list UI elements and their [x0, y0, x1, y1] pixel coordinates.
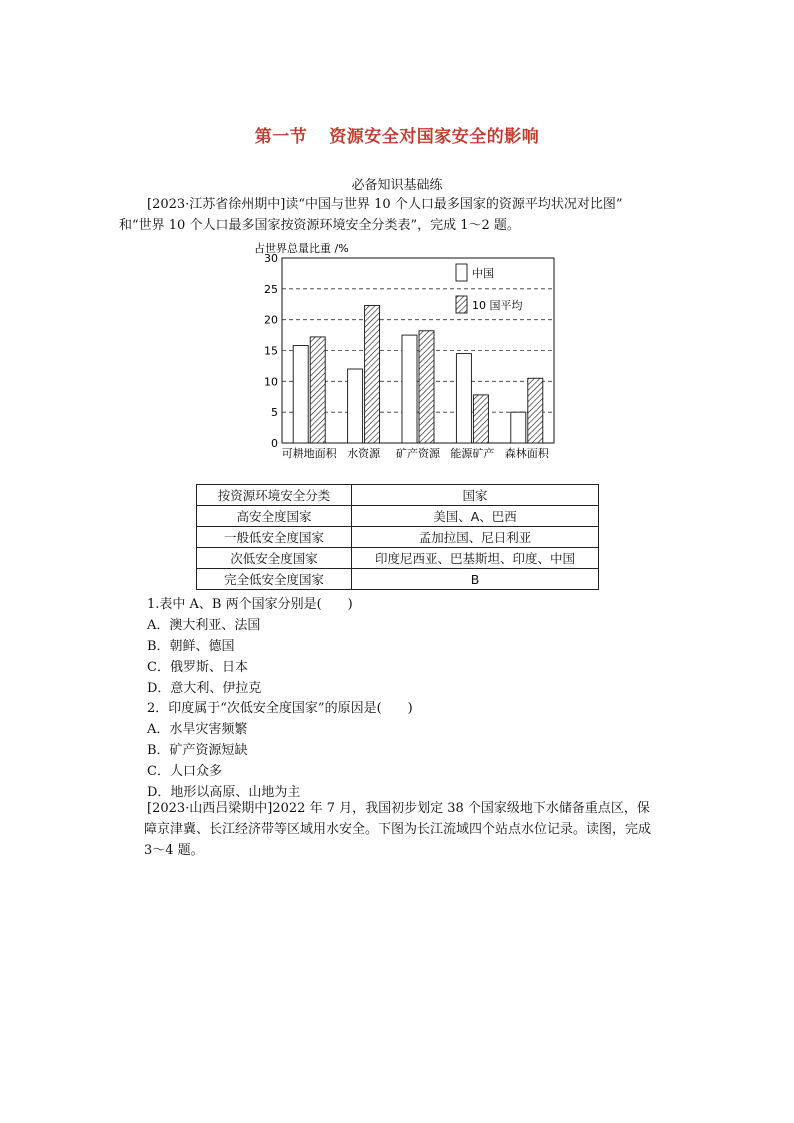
intro-paragraph-2: [144, 798, 687, 861]
question-stem: 1.表中 A、B 两个国家分别是( ): [147, 597, 353, 612]
legend-label: 10 国平均: [472, 299, 523, 312]
intro-line: 和“世界 10 个人口最多国家按资源环境安全分类表”，完成 1～2 题。: [119, 218, 520, 233]
classification-table: [196, 484, 599, 590]
title-text: 资源安全对国家安全的影响: [329, 127, 540, 147]
bar-china: [293, 346, 308, 443]
bar-avg: [365, 305, 380, 443]
table-cell: 完全低安全度国家: [197, 569, 352, 590]
bar-china: [348, 369, 363, 443]
bar-avg: [473, 395, 488, 443]
x-category-label: 可耕地面积: [281, 447, 337, 460]
option-c: C．俄罗斯、日本: [147, 660, 248, 675]
x-category-label: 水资源: [347, 447, 381, 460]
title-section: 第一节: [254, 127, 308, 147]
table-cell: 印度尼西亚、巴基斯坦、印度、中国: [352, 548, 599, 569]
option-d: D．地形以高原、山地为主: [147, 785, 301, 800]
bar-avg: [528, 378, 543, 443]
bar-china: [456, 354, 471, 443]
option-a: A．水旱灾害频繁: [147, 722, 248, 737]
question-2: [147, 698, 413, 803]
y-tick-label: 10: [264, 375, 278, 389]
legend-swatch: [456, 296, 467, 313]
y-tick-label: 25: [264, 282, 278, 296]
table-row: [197, 569, 599, 590]
option-c: C．人口众多: [147, 764, 222, 779]
x-category-label: 森林面积: [504, 447, 549, 460]
legend-swatch: [456, 264, 467, 281]
y-axis-label: 占世界总量比重 /%: [254, 242, 349, 255]
bar-china: [511, 412, 526, 443]
subheading: 必备知识基础练: [351, 178, 443, 193]
bar-chart: [250, 238, 570, 460]
y-tick-label: 20: [264, 313, 278, 327]
y-tick-label: 15: [264, 344, 278, 358]
table-cell: 孟加拉国、尼日利亚: [352, 527, 599, 548]
legend-label: 中国: [472, 267, 494, 280]
table-cell: B: [352, 569, 599, 590]
bar-china: [402, 335, 417, 443]
option-b: B．朝鲜、德国: [147, 639, 235, 654]
intro-line: 3～4 题。: [144, 843, 204, 858]
bar-avg: [419, 331, 434, 443]
option-d: D．意大利、伊拉克: [147, 681, 262, 696]
intro-line: [2023·山西吕梁期中]2022 年 7 月，我国初步划定 38 个国家级地下水储备重点区，保: [147, 801, 650, 816]
table-row: [197, 527, 599, 548]
intro-line: 障京津冀、长江经济带等区域用水安全。下图为长江流域四个站点水位记录。读图，完成: [144, 822, 652, 837]
page-title: [0, 122, 794, 147]
intro-paragraph-1: [119, 194, 707, 236]
x-category-label: 矿产资源: [396, 447, 440, 460]
table-cell: 美国、A、巴西: [352, 506, 599, 527]
table-cell: 高安全度国家: [197, 506, 352, 527]
y-tick-label: 30: [264, 252, 278, 265]
table-header: 国家: [352, 485, 599, 506]
table-cell: 次低安全度国家: [197, 548, 352, 569]
bar-avg: [310, 337, 325, 443]
table-header-row: [197, 485, 599, 506]
table-row: [197, 506, 599, 527]
x-category-label: 能源矿产: [450, 447, 495, 460]
y-tick-label: 0: [271, 437, 278, 450]
table-header: 按资源环境安全分类: [197, 485, 352, 506]
question-1: [147, 594, 353, 699]
option-b: B．矿产资源短缺: [147, 743, 248, 758]
table-cell: 一般低安全度国家: [197, 527, 352, 548]
intro-line: [2023·江苏省徐州期中]读“中国与世界 10 个人口最多国家的资源平均状况对比图”: [147, 197, 623, 212]
question-stem: 2．印度属于“次低安全度国家”的原因是( ): [147, 701, 413, 716]
y-tick-label: 5: [271, 406, 278, 420]
table-row: [197, 548, 599, 569]
option-a: A．澳大利亚、法国: [147, 618, 261, 633]
